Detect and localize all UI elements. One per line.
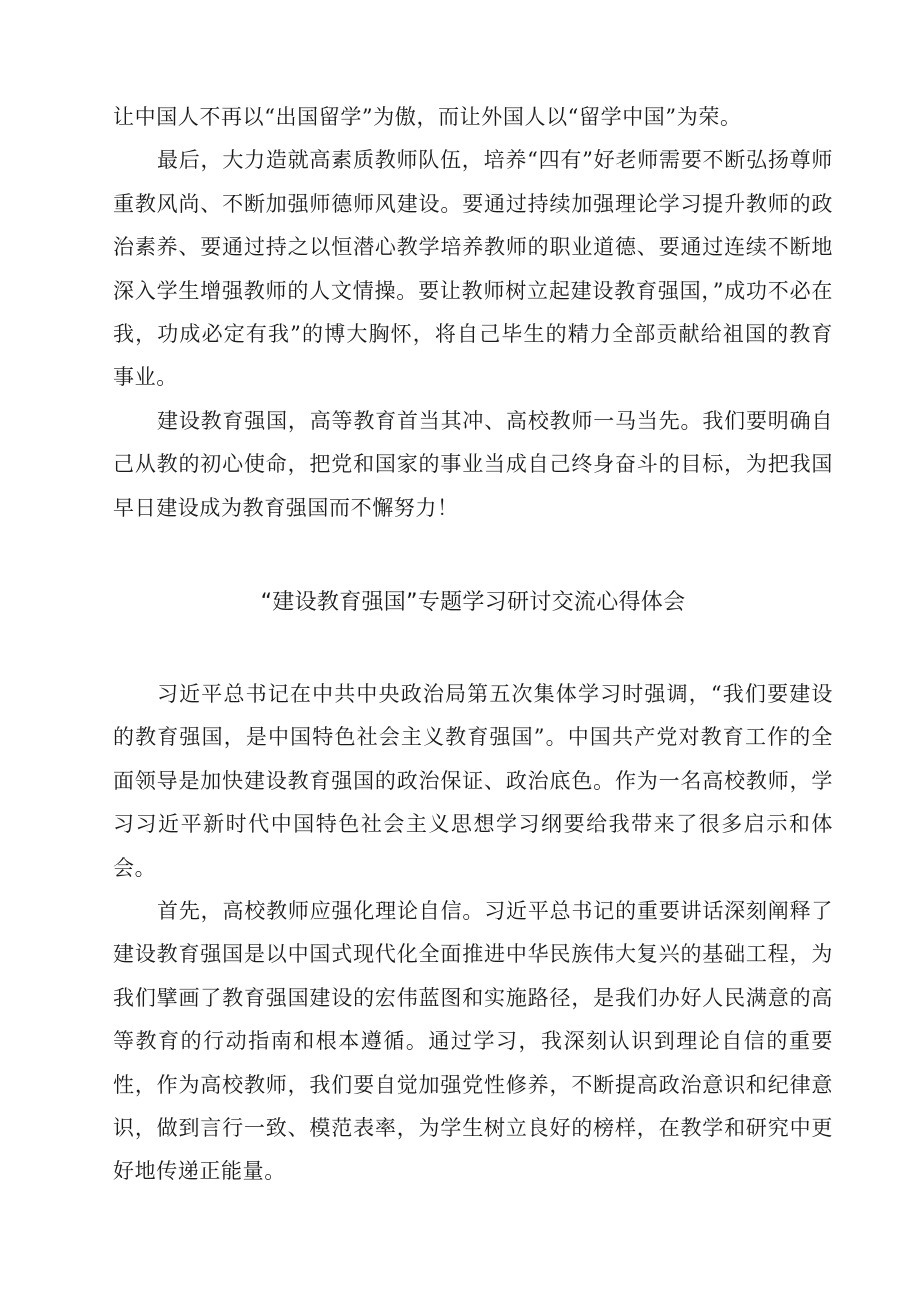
paragraph-finally: 最后，大力造就高素质教师队伍，培养“四有”好老师需要不断弘扬尊师重教风尚、不断加强师德师风建设。要通过持续加强理论学习提升教师的政治素养、要通过持之以恒潜心教学培养教师的职业道德、要通过连续不断地深入学生增强教师的人文情操。要让教师树立起建设教育强国，”成功不必在我，功成必定有我”的博大胸怀，将自己毕生的精力全部贡献给祖国的教育事业。	[113, 148, 833, 390]
paragraph-conclusion: 建设教育强国，高等教育首当其冲、高校教师一马当先。我们要明确自己从教的初心使命，把党和国家的事业当成自己终身奋斗的目标，为把我国早日建设成为教育强国而不懈努力！	[113, 408, 833, 520]
article-body	[113, 673, 833, 1194]
previous-article-ending	[113, 96, 833, 530]
article-title: “建设教育强国”专题学习研讨交流心得体会	[260, 590, 686, 615]
paragraph-continuation: 让中国人不再以“出国留学”为傲，而让外国人以“留学中国”为荣。	[113, 105, 742, 129]
paragraph-intro: 习近平总书记在中共中央政治局第五次集体学习时强调，“我们要建设的教育强国，是中国特色社会主义教育强国”。中国共产党对教育工作的全面领导是加快建设教育强国的政治保证、政治底色。作为一名高校教师，学习习近平新时代中国特色社会主义思想学习纲要给我带来了很多启示和体会。	[113, 682, 833, 880]
paragraph-first-point: 首先，高校教师应强化理论自信。习近平总书记的重要讲话深刻阐释了建设教育强国是以中国式现代化全面推进中华民族伟大复兴的基础工程，为我们擘画了教育强国建设的宏伟蓝图和实施路径，是我们办好人民满意的高等教育的行动指南和根本遵循。通过学习，我深刻认识到理论自信的重要性，作为高校教师，我们要自觉加强党性修养，不断提高政治意识和纪律意识，做到言行一致、模范表率，为学生树立良好的榜样，在教学和研究中更好地传递正能量。	[113, 899, 833, 1184]
